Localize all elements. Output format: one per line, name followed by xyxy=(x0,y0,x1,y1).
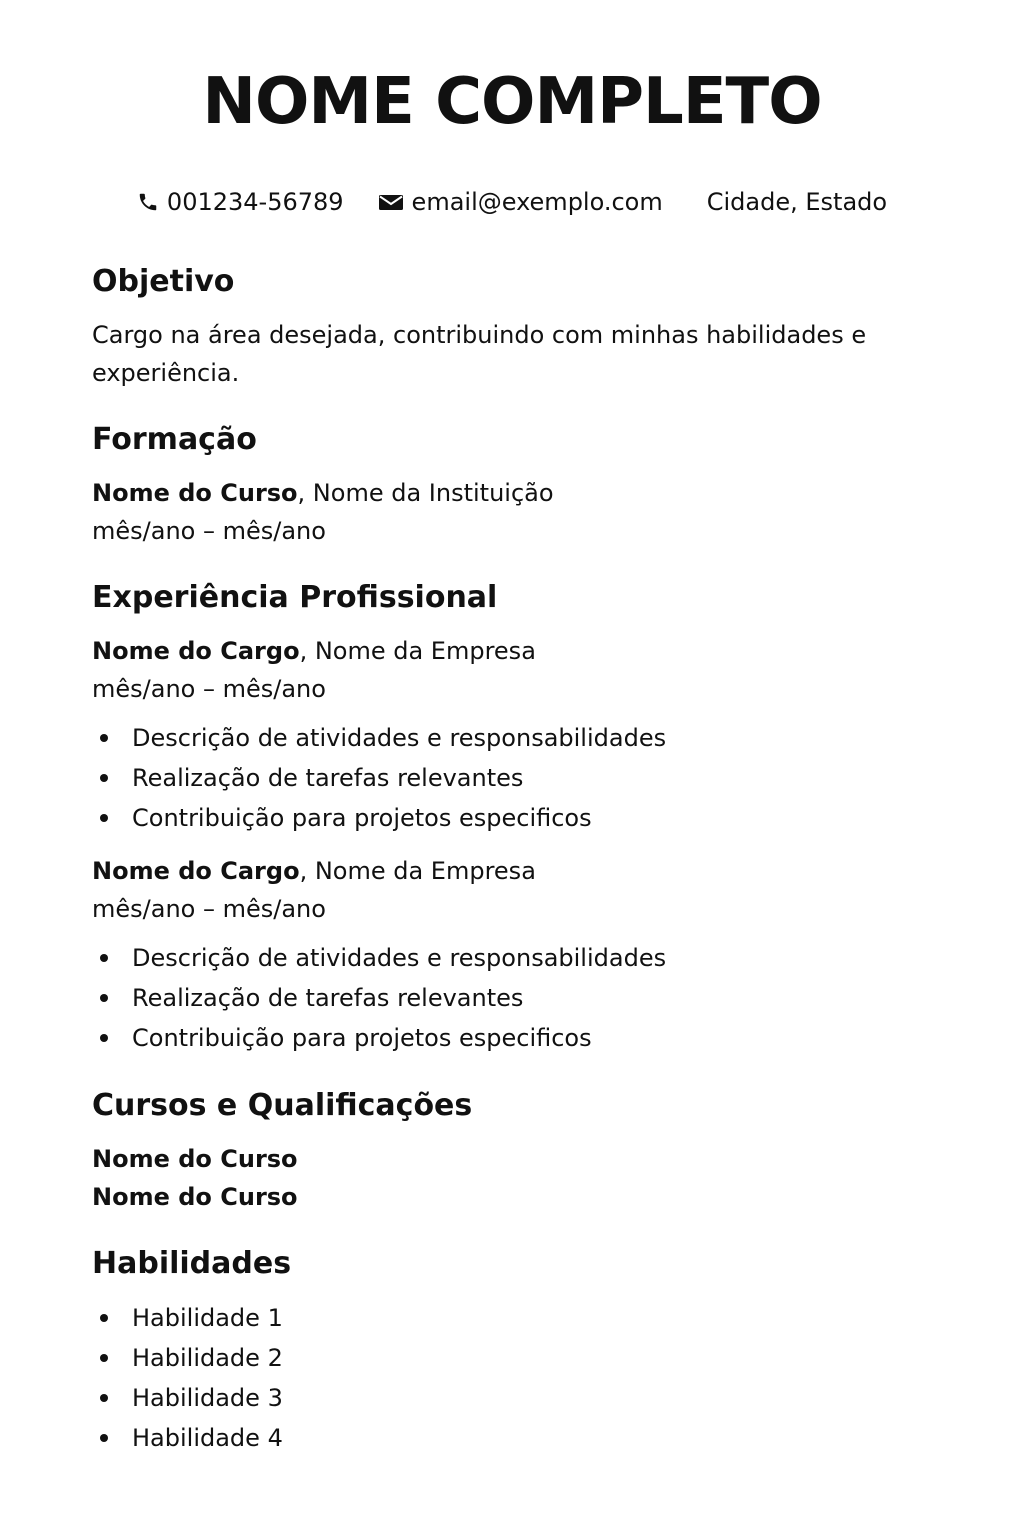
contact-line xyxy=(0,184,1024,220)
job-period: mês/ano – mês/ano xyxy=(92,895,326,923)
phone-icon xyxy=(137,191,159,213)
list-item: Habilidade 4 xyxy=(92,1418,952,1458)
contact-phone xyxy=(137,184,344,220)
job-company: , Nome da Empresa xyxy=(299,857,536,885)
objective-title: Objetivo xyxy=(92,264,235,299)
job-role: Nome do Cargo xyxy=(92,637,300,665)
skills-title: Habilidades xyxy=(92,1246,292,1281)
job-period: mês/ano – mês/ano xyxy=(92,675,326,703)
contact-email xyxy=(378,184,663,220)
job-bullets xyxy=(92,718,952,838)
list-item: Realização de tarefas relevantes xyxy=(92,978,952,1018)
skills-list xyxy=(92,1298,952,1458)
courses-title: Cursos e Qualificações xyxy=(92,1088,473,1123)
job-company: , Nome da Empresa xyxy=(299,637,536,665)
education-section xyxy=(92,418,952,550)
resume-content xyxy=(92,260,952,1484)
list-item: Descrição de atividades e responsabilidades xyxy=(92,938,952,978)
list-item: Habilidade 1 xyxy=(92,1298,952,1338)
list-item: Descrição de atividades e responsabilidades xyxy=(92,718,952,758)
course-item: Nome do Curso xyxy=(92,1145,298,1173)
education-period: mês/ano – mês/ano xyxy=(92,517,326,545)
contact-location xyxy=(707,184,887,220)
job-heading xyxy=(92,632,952,670)
full-name: NOME COMPLETO xyxy=(202,65,822,139)
list-item: Realização de tarefas relevantes xyxy=(92,758,952,798)
job-entry xyxy=(92,852,952,1058)
job-heading xyxy=(92,852,952,890)
job-bullets xyxy=(92,938,952,1058)
list-item: Contribuição para projetos especificos xyxy=(92,798,952,838)
list-item: Contribuição para projetos especificos xyxy=(92,1018,952,1058)
education-entry xyxy=(92,474,952,512)
location-text: Cidade, Estado xyxy=(706,188,888,216)
job-entry xyxy=(92,632,952,838)
experience-title: Experiência Profissional xyxy=(92,580,498,615)
course-name: Nome do Curso xyxy=(92,479,298,507)
institution-name: , Nome da Instituição xyxy=(297,479,554,507)
education-title: Formação xyxy=(92,422,257,457)
experience-section xyxy=(92,576,952,1058)
email-address: email@exemplo.com xyxy=(411,188,663,216)
course-item: Nome do Curso xyxy=(92,1183,298,1211)
skills-section xyxy=(92,1242,952,1458)
phone-number: 001234-56789 xyxy=(166,188,344,216)
list-item: Habilidade 3 xyxy=(92,1378,952,1418)
objective-text: Cargo na área desejada, contribuindo com minhas habilidades e experiência. xyxy=(92,321,867,387)
courses-section xyxy=(92,1084,952,1216)
job-role: Nome do Cargo xyxy=(92,857,300,885)
objective-section xyxy=(92,260,952,392)
email-icon xyxy=(378,192,404,212)
list-item: Habilidade 2 xyxy=(92,1338,952,1378)
